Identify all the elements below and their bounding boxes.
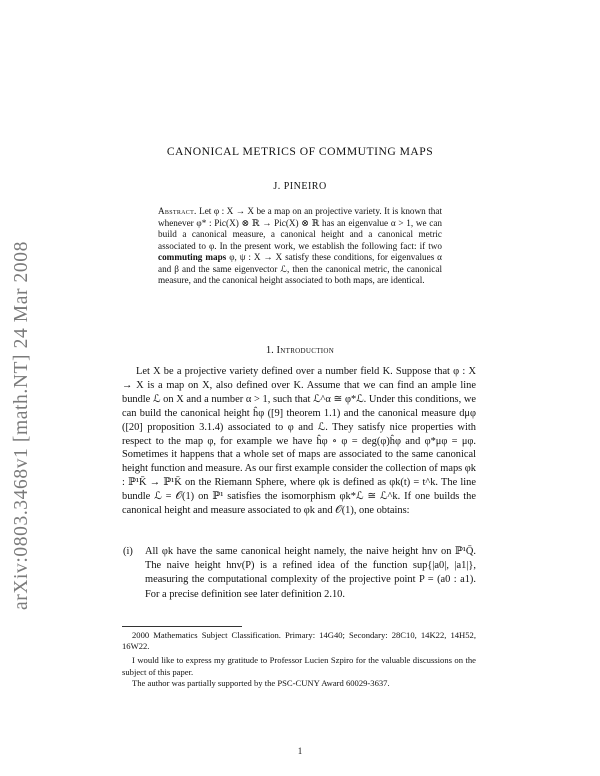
list-item bbox=[123, 545, 476, 602]
list-item-marker: (i) bbox=[123, 546, 133, 557]
section-title: Introduction bbox=[276, 345, 335, 356]
section-heading bbox=[110, 345, 490, 356]
footnotes bbox=[122, 630, 476, 689]
paper-author: J. PINEIRO bbox=[273, 181, 327, 192]
footnote-divider bbox=[122, 626, 242, 627]
section-number: 1. bbox=[265, 345, 274, 356]
introduction-paragraph bbox=[122, 365, 476, 518]
intro-text: Let X be a projective variety defined over a number field K. Suppose that φ : X → X is a map on X, also defined over K. Assume that we can find an ample line bundle ℒ on X and a number α > 1, such that ℒ^α ≅ φ*ℒ. Under this conditions, we can build the canonical height ĥφ ([9] theorem 1.1) and the canonical measure dμφ ([20] proposition 3.1.4) associated to φ and ℒ. They satisfy nice properties with respect to the map φ, for example we have ĥφ ∘ φ = deg(φ)ĥφ and φ*μφ = μφ. Sometimes it happens that a whole set of maps are associated to the same canonical height function and measure. As our first example consider the collection of maps φk : ℙ¹K̄ → ℙ¹K̄ on the Riemann Sphere, where φk is defined as φk(t) = t^k. The line bundle ℒ = 𝒪(1) on ℙ¹ satisfies the isomorphism φk*ℒ ≅ ℒ^k. If one builds the canonical height and measure associated to φk and 𝒪(1), one obtains: bbox=[122, 366, 476, 517]
abstract-label: Abstract. bbox=[158, 206, 197, 216]
arxiv-identifier-text: arXiv:0803.3468v1 [math.NT] 24 Mar 2008 bbox=[11, 241, 32, 610]
list-item-text: All φk have the same canonical height namely, the naive height hnv on ℙ¹Q̄. The naive height hnv(P) is a refined idea of the function sup{|a0|, |a1|}, measuring the computational complexity of the projective point P = (a0 : a1). For a precise definition see later definition 2.10. bbox=[145, 546, 476, 600]
paper-title: CANONICAL METRICS OF COMMUTING MAPS bbox=[166, 145, 434, 158]
footnote-acknowledgement: I would like to express my gratitude to Professor Lucien Szpiro for the valuable discussions on the subject of this paper. bbox=[122, 655, 476, 677]
abstract-text-end: φ, ψ : X → X satisfy these conditions, for eigenvalues α and β and the same eigenvector ℒ, then the canonical metric, the canonical measure, and the canonical height associated to both maps, are identical. bbox=[158, 252, 442, 285]
arxiv-identifier-stamp bbox=[10, 178, 34, 610]
footnote-funding: The author was partially supported by the PSC-CUNY Award 60029-3637. bbox=[132, 677, 390, 688]
footnote-msc: 2000 Mathematics Subject Classification. Primary: 14G40; Secondary: 28C10, 14K22, 14H52, 16W22. bbox=[122, 630, 476, 652]
abstract-text-start: Let φ : X → X be a map on an projective variety. It is known that whenever φ* : Pic(X) ⊗ ℝ → Pic(X) ⊗ ℝ has an eigenvalue α > 1, we can build a canonical measure, a canonical height and a canonical metric associated to φ. In the present work, we establish the following fact: if two bbox=[158, 206, 442, 251]
abstract-bold-phrase: commuting maps bbox=[158, 252, 227, 262]
page-number: 1 bbox=[297, 746, 303, 756]
abstract bbox=[158, 206, 442, 287]
